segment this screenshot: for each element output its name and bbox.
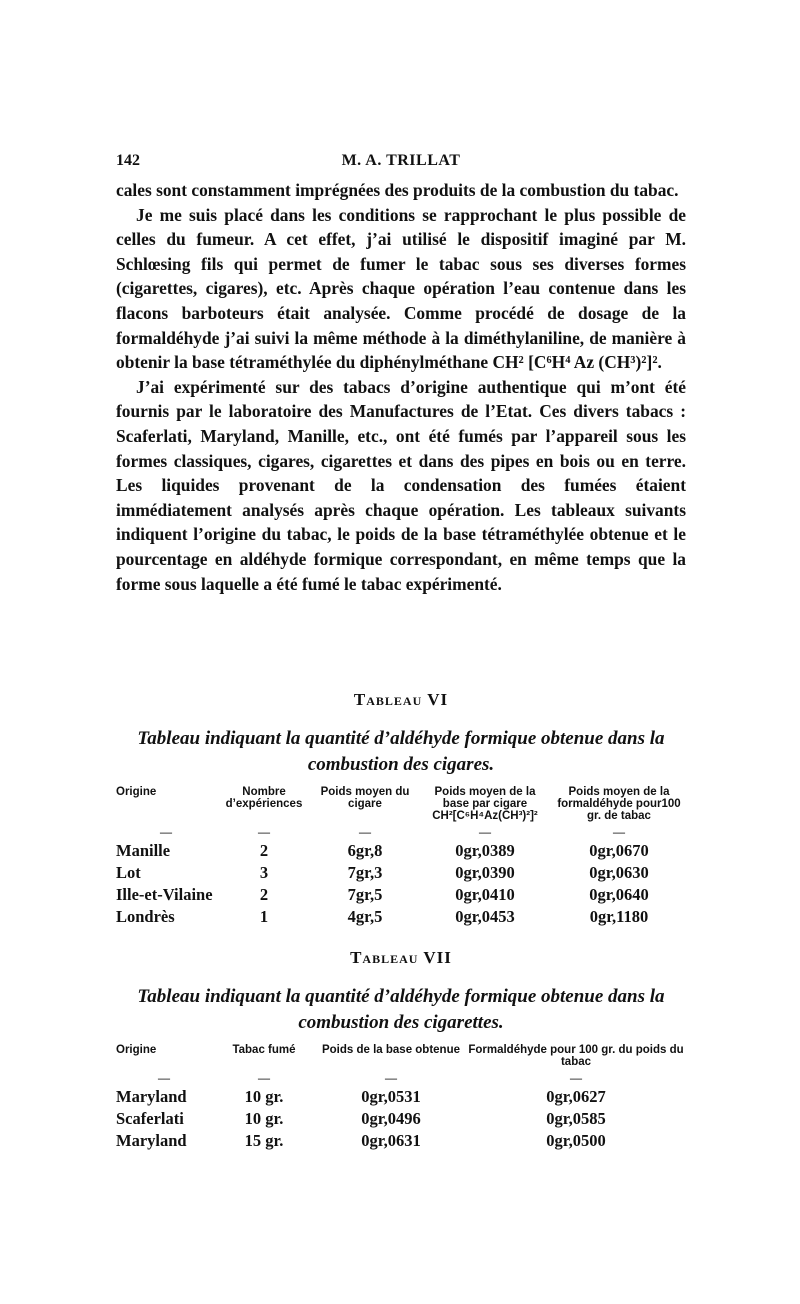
table-cell: 2 [259,841,269,860]
table-7-header-formaldehyde: Formaldéhyde pour 100 gr. du poids du tabac [468,1044,684,1068]
table-cell: Scaferlati [116,1109,184,1128]
table-row [116,884,686,906]
table-7-header-base-weight: Poids de la base obtenue [321,1044,461,1056]
table-cell: 4gr,5 [347,907,383,926]
table-cell: Manille [116,841,171,860]
table-6-header-formaldehyde: Poids moyen de la formaldéhyde pour100 gr. de tabac [557,786,681,822]
table-cell: 7gr,3 [347,863,383,882]
table-cell: 0gr,0410 [455,885,515,904]
table-row [116,862,686,884]
paragraph-3: J’ai expérimenté sur des tabacs d’origine authentique qui m’ont été fournis par le laboratoire des Manufactures de l’Etat. Ces divers tabacs : Scaferlati, Maryland, Manille, etc., ont été fumés par l’appareil sous les formes classiques, cigares, cigarettes et dans des pipes en bois ou en terre. Les liquides provenant de la condensation des fumées étaient immédiatement analysés après chaque opération. Les tableaux suivants indiquent l’origine du tabac, le poids de la base tétraméthylée obtenue et le pourcentage en aldéhyde formique correspondant, en même temps que la forme sous laquelle a été fumé le tabac expérimenté. [116,376,686,594]
table-cell: Lot [116,863,141,882]
table-row [116,1130,686,1152]
table-6-header-cigar-weight: Poids moyen du cigare [320,786,410,810]
dash: — [359,825,371,839]
table-6 [116,786,686,928]
page-header [116,152,686,172]
table-row [116,1108,686,1130]
table-cell: 2 [259,885,269,904]
page-number: 142 [116,152,140,169]
table-row [116,906,686,928]
table-cell: Maryland [116,1087,187,1106]
dash: — [570,1071,582,1085]
body-text [116,178,686,596]
table-7-header-tobacco: Tabac fumé [232,1044,296,1056]
table-cell: 0gr,0390 [455,863,515,882]
dash: — [258,1071,270,1085]
table-cell: 0gr,0496 [361,1109,421,1128]
table-cell: 0gr,0531 [361,1087,421,1106]
table-7-header-origin: Origine [116,1044,157,1056]
table-7-caption: Tableau indiquant la quantité d’aldéhyde formique obtenue dans la combustion des cigarettes. [137,986,665,1033]
table-6-caption: Tableau indiquant la quantité d’aldéhyde formique obtenue dans la combustion des cigares. [137,728,665,775]
running-head: M. A. TRILLAT [341,152,461,169]
table-7 [116,1044,686,1152]
paragraph-2: Je me suis placé dans les conditions se rapprochant le plus possible de celles du fumeur. A cet effet, j’ai utilisé le dispositif imaginé par M. Schlœsing fils qui permet de fumer le tabac sous ses diverses formes (cigarettes, cigares), etc. Après chaque opération l’eau contenue dans les flacons barboteurs était analysée. Comme procédé de dosage de la formaldéhyde j’ai suivi la même méthode à la diméthylaniline, de manière à obtenir la base tétraméthylée du diphénylméthane CH² [C⁶H⁴ Az (CH³)²]². [116,204,686,373]
table-cell: 1 [259,907,269,926]
paragraph-1: cales sont constamment imprégnées des produits de la combustion du tabac. [116,180,679,200]
table-cell: 0gr,0631 [361,1131,421,1150]
table-cell: 0gr,0670 [589,841,649,860]
table-cell: 0gr,0640 [589,885,649,904]
table-cell: 6gr,8 [347,841,383,860]
table-cell: 10 gr. [244,1087,284,1106]
table-cell: 7gr,5 [347,885,383,904]
table-row [116,1086,686,1108]
table-cell: 0gr,0453 [455,907,515,926]
table-cell: 0gr,0585 [546,1109,606,1128]
table-cell: Maryland [116,1131,187,1150]
dash: — [385,1071,397,1085]
dash: — [613,825,625,839]
table-6-header-origin: Origine [116,786,157,798]
table-cell: 0gr,1180 [589,907,649,926]
table-cell: 0gr,0500 [546,1131,606,1150]
table-cell: 15 gr. [244,1131,284,1150]
table-row [116,840,686,862]
table-7-title: Tableau VII [350,948,452,967]
table-6-header-base-weight: Poids moyen de la base par cigare CH²[C⁶H⁴Az(CH³)²]² [432,786,538,822]
dash: — [158,1071,170,1085]
table-cell: Londrès [116,907,175,926]
dash: — [160,825,172,839]
table-cell: 3 [259,863,269,882]
table-6-header-count: Nombre d’expériences [225,786,303,810]
table-cell: 10 gr. [244,1109,284,1128]
table-cell: 0gr,0389 [455,841,515,860]
dash: — [258,825,270,839]
table-cell: 0gr,0630 [589,863,649,882]
table-cell: 0gr,0627 [546,1087,606,1106]
table-cell: Ille-et-Vilaine [116,885,213,904]
dash: — [479,825,491,839]
table-6-title: Tableau VI [353,690,449,709]
